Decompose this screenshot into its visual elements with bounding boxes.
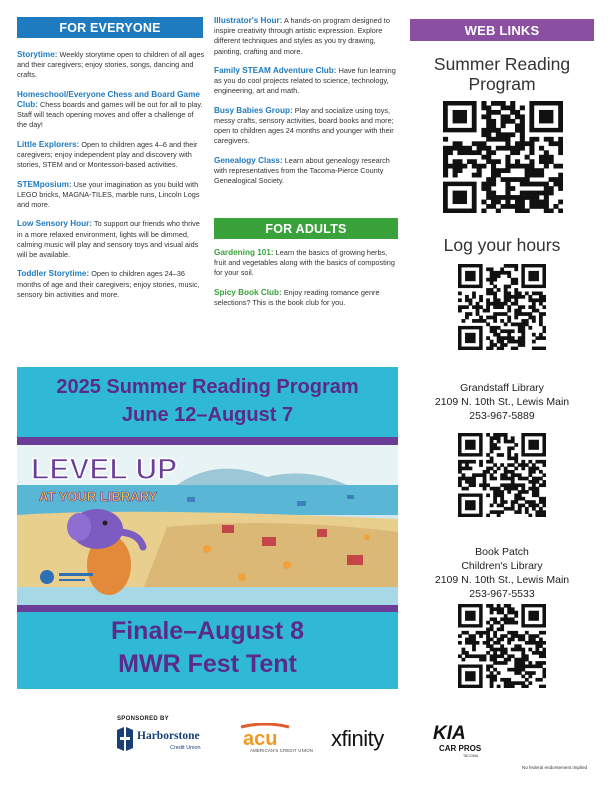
log-hours-link-title: Log your hours [443, 235, 561, 255]
grandstaff-library-qr-code[interactable] [458, 433, 546, 517]
library-phone: 253-967-5889 [469, 410, 535, 422]
for-everyone-list-continued [214, 16, 398, 196]
program-description: Chess boards and games will be out for all to play. Staff will teach opening moves and offer a challenge of the day! [17, 100, 203, 130]
web-links-header: WEB LINKS [410, 19, 594, 41]
program-title: Little Explorers: [17, 139, 80, 149]
program-item [214, 288, 398, 308]
program-description: Open to children ages 4–6 and their caregivers; enjoy independent play and discovery with stories, STEM and or Montessori-based activities. [17, 139, 198, 170]
harborstone-subtitle: Credit Union [170, 745, 201, 751]
program-description: Weekly storytime open to children of all ages and their caregivers; enjoy stories, songs, dancing and crafts. [17, 50, 205, 80]
kia-logo-icon [433, 722, 485, 742]
program-title: Toddler Storytime: [17, 269, 90, 279]
for-everyone-header: FOR EVERYONE [17, 17, 203, 38]
program-title: Busy Babies Group: [214, 105, 293, 115]
library-address: 2109 N. 10th St., Lewis Main [434, 396, 570, 408]
program-item [214, 106, 398, 147]
program-item [17, 140, 205, 171]
library-address: 2109 N. 10th St., Lewis Main [434, 574, 570, 586]
program-description: Enjoy reading romance genre selections? This is the book club for you. [214, 287, 380, 307]
xfinity-logo: xfinity [331, 726, 384, 751]
program-title: Gardening 101: [214, 248, 274, 257]
book-patch-qr-code[interactable] [458, 604, 546, 688]
finale-location: MWR Fest Tent [118, 650, 297, 678]
program-item [214, 16, 398, 57]
program-description: Have fun learning as you do cool projects related to science, technology, engineering, art and math. [214, 66, 396, 96]
program-description: Use your imagination as you build with LEGO bricks, MAGNA-TILES, marble runs, Lincoln Logs and more. [17, 179, 200, 209]
for-adults-list [214, 248, 398, 317]
summer-reading-link-title: Summer Reading Program [433, 54, 571, 94]
program-title: Low Sensory Hour: [17, 219, 93, 229]
program-description: To support our friends who thrive in a more relaxed environment, lights will be dimmed, calming music will play and sensory toys and visual aids will be available. [17, 219, 200, 259]
kia-wordmark: KIA [433, 723, 466, 742]
program-title: Family STEAM Adventure Club: [214, 66, 337, 75]
program-item [17, 50, 205, 81]
program-item [214, 156, 398, 187]
library-name: Book Patch [475, 546, 529, 558]
program-title: Homeschool/Everyone Chess and Board Game Club: [17, 89, 200, 109]
finale-date: Finale–August 8 [110, 617, 305, 645]
acu-subtitle: AMERICAN'S CREDIT UNION [250, 748, 314, 753]
program-item [214, 248, 398, 279]
program-description: Play and socialize using toys, messy crafts, sensory activities, board books and more; open to children ages 24 months and younger with their caregivers. [214, 105, 394, 146]
program-description: A hands-on program designed to inspire creativity through artistic expression. Explore different techniques and styles as you try drawing, painting, crafting and more. [214, 16, 390, 56]
program-title: Illustrator's Hour: [214, 16, 283, 25]
level-up-text: LEVEL UP [31, 453, 178, 486]
summer-reading-qr-code[interactable] [443, 101, 563, 213]
car-pros-subtitle: TACOMA [463, 754, 479, 758]
program-item [17, 180, 205, 211]
banner-title: 2025 Summer Reading Program [56, 376, 359, 398]
program-item [214, 66, 398, 97]
car-pros-name: CAR PROS [439, 744, 482, 753]
program-title: Genealogy Class: [214, 155, 283, 165]
library-name: Grandstaff Library [460, 382, 544, 394]
at-your-library-text: AT YOUR LIBRARY [39, 489, 158, 504]
log-hours-qr-code[interactable] [458, 264, 546, 350]
library-name-line2: Children's Library [461, 560, 543, 572]
banner-heading [17, 373, 398, 429]
level-up-artwork [17, 437, 398, 612]
for-everyone-list [17, 50, 205, 309]
banner-dates: June 12–August 7 [121, 404, 294, 426]
summer-reading-banner [17, 367, 398, 689]
harborstone-logo-icon [115, 727, 135, 751]
program-title: STEMposium: [17, 179, 72, 189]
program-description: Learn about genealogy research with representatives from the Tacoma-Pierce County Genealogical Society. [214, 155, 390, 186]
program-item [17, 219, 205, 260]
harborstone-name: Harborstone [137, 730, 200, 742]
sponsored-by-label: SPONSORED BY [117, 716, 169, 722]
book-patch-library-info [410, 545, 594, 601]
acu-wordmark: acu [243, 728, 278, 749]
program-title: Spicy Book Club: [214, 287, 282, 297]
program-description: Open to children ages 24–36 months of age and their caregivers; enjoy stories, music, sensory bin activities and more. [17, 269, 200, 299]
finale-info [17, 615, 398, 681]
for-adults-header: FOR ADULTS [214, 218, 398, 239]
program-item [17, 269, 205, 300]
library-phone: 253-967-5533 [469, 588, 535, 600]
program-description: Learn the basics of growing herbs, fruit and vegetables along with the basics of composting for your soil. [214, 248, 395, 278]
endorsement-disclaimer: No federal endorsement implied [522, 765, 588, 770]
acu-logo-icon [235, 723, 295, 749]
program-item [17, 90, 205, 131]
grandstaff-library-info [410, 381, 594, 423]
program-title: Storytime: [17, 50, 58, 59]
